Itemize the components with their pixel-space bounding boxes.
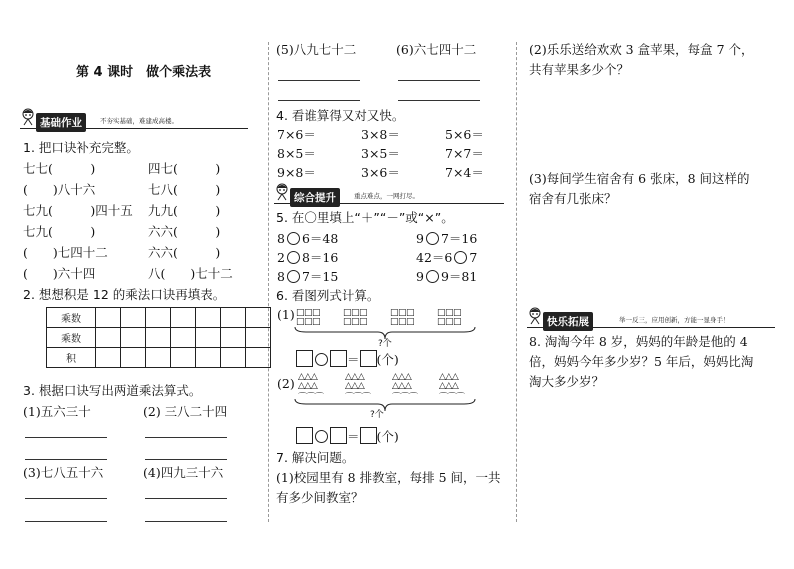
q5-row [277,232,338,246]
square-shape-icon: □□□ [390,317,415,327]
operator-circle[interactable] [315,430,328,443]
answer-line[interactable] [398,80,480,81]
answer-cell[interactable] [196,348,221,368]
answer-cell[interactable] [96,308,121,328]
section-banner-basic [20,112,248,129]
q1-item: 四七( ) [148,161,221,176]
answer-cell[interactable] [146,308,171,328]
answer-cell[interactable] [171,308,196,328]
answer-line[interactable] [145,437,227,438]
triangle-shape-icon: △△△ [439,372,459,382]
operator-circle[interactable] [287,270,300,283]
section-banner-fun [527,311,775,328]
section-tip-fun: 举一反三，应用创新，方能一显身手！ [619,316,730,324]
arc-shape-icon: ⌒⌒⌒ [439,393,465,403]
brace-question: ?个 [378,339,392,349]
q4-item: 3×5＝ [361,146,400,161]
brace-2 [294,398,476,412]
row-header: 积 [47,348,96,368]
arc-shape-icon: ⌒⌒⌒ [298,393,324,403]
square-shape-icon: □□□ [343,308,368,318]
q1-item: 六六( ) [148,245,221,260]
q5-num: 2 [277,250,285,265]
table-row [47,328,271,348]
section-tip-combined: 重点难点，一网打尽。 [354,192,419,200]
q3-item: (6)六七四十二 [396,42,477,57]
q5-rest: 9＝81 [440,269,478,284]
answer-line[interactable] [25,521,107,522]
q4-title: 4. 看谁算得又对又快。 [276,108,405,123]
q4-item: 8×5＝ [277,146,316,161]
q3-item: (4)四九三十六 [143,465,224,480]
q4-item: 7×4＝ [445,165,484,180]
answer-box[interactable] [296,427,313,444]
q7-2-line2: 共有苹果多少个？ [529,62,630,77]
answer-line[interactable] [25,459,107,460]
operator-circle[interactable] [315,353,328,366]
q5-rest: 7＝15 [301,269,339,284]
table-row [47,308,271,328]
square-shape-icon: □□□ [390,308,415,318]
q6-equation-2 [296,427,399,444]
triangle-shape-icon: △△△ [298,372,318,382]
column-divider-2 [516,42,517,522]
answer-cell[interactable] [96,328,121,348]
section-banner-combined [274,187,504,204]
answer-cell[interactable] [146,348,171,368]
q3-item: (2) 三八二十四 [143,404,228,419]
q7-1-line2: 有多少间教室？ [276,490,364,505]
q1-item: ( )七四十二 [23,245,108,260]
section-tip-basic: 不夯实基础，难建成高楼。 [100,117,178,125]
q8-line3: 淘大多少岁？ [529,374,605,389]
q3-title: 3. 根据口诀写出两道乘法算式。 [23,383,202,398]
row-header: 乘数 [47,308,96,328]
page-title: 第 4 课时 做个乘法表 [76,65,212,80]
q6-title: 6. 看图列式计算。 [276,288,380,303]
answer-line[interactable] [278,80,360,81]
q5-title: 5. 在〇里填上“＋”“－”或“×”。 [276,210,454,225]
answer-line[interactable] [25,437,107,438]
answer-line[interactable] [145,459,227,460]
q4-item: 3×6＝ [361,165,400,180]
q6-equation-1 [296,350,399,367]
triangle-shape-icon: △△△ [392,381,412,391]
q7-title: 7. 解决问题。 [276,450,355,465]
arc-shape-icon: ⌒⌒⌒ [392,393,418,403]
q5-row [277,270,338,284]
equals-sign: ＝ [347,352,360,367]
square-shape-icon: □□□ [437,308,462,318]
q5-num: 9 [416,231,424,246]
answer-cell[interactable] [246,308,271,328]
answer-line[interactable] [145,498,227,499]
equals-sign: ＝ [347,429,360,444]
q1-title: 1. 把口诀补充完整。 [23,140,139,155]
answer-box[interactable] [360,427,377,444]
q1-item: ( )六十四 [23,266,96,281]
q1-item: 七七( ) [23,161,96,176]
q5-num: 8 [277,269,285,284]
answer-line[interactable] [278,100,360,101]
table-row [47,348,271,368]
q5-row [416,251,477,265]
q3-item: (5)八九七十二 [276,42,357,57]
q7-3-line2: 宿舍有几张床？ [529,191,617,206]
answer-cell[interactable] [171,328,196,348]
q1-item: 九九( ) [148,203,221,218]
q8-line1: 8. 淘淘今年 8 岁，妈妈的年龄是他的 4 [529,334,748,349]
q6-part1-label: (1) [277,307,295,322]
answer-line[interactable] [398,100,480,101]
answer-cell[interactable] [221,308,246,328]
q4-item: 3×8＝ [361,127,400,142]
operator-circle[interactable] [426,232,439,245]
answer-cell[interactable] [171,348,196,368]
answer-cell[interactable] [246,328,271,348]
q5-row [416,270,477,284]
q1-item: 六六( ) [148,224,221,239]
triangle-shape-icon: △△△ [345,381,365,391]
q1-item: 七九( ) [23,224,96,239]
brace-question: ?个 [370,410,384,420]
square-shape-icon: □□□ [343,317,368,327]
q4-item: 9×8＝ [277,165,316,180]
answer-cell[interactable] [221,328,246,348]
q4-item: 5×6＝ [445,127,484,142]
q1-item: 七八( ) [148,182,221,197]
q5-rest: 7＝16 [440,231,478,246]
arc-shape-icon: ⌒⌒⌒ [345,393,371,403]
brace-1 [294,326,476,340]
triangle-shape-icon: △△△ [439,381,459,391]
section-label-fun: 快乐拓展 [543,312,593,331]
q5-rest: 7 [469,250,478,265]
q5-num: 8 [277,231,285,246]
q7-2-line1: (2)乐乐送给欢欢 3 盒苹果，每盒 7 个， [529,42,754,57]
q4-item: 7×7＝ [445,146,484,161]
square-shape-icon: □□□ [296,317,321,327]
triangle-shape-icon: △△△ [345,372,365,382]
unit-label: (个) [376,429,399,444]
q8-line2: 倍，妈妈今年多少岁？5 年后，妈妈比淘 [529,354,754,369]
q1-item: 八( )七十二 [148,266,233,281]
answer-box[interactable] [360,350,377,367]
answer-box[interactable] [330,350,347,367]
answer-cell[interactable] [246,348,271,368]
q5-rest: 6＝48 [301,231,339,246]
answer-cell[interactable] [96,348,121,368]
q2-table [46,307,271,368]
cartoon-student-icon [20,108,36,126]
cartoon-student-icon [274,183,290,201]
operator-circle[interactable] [287,251,300,264]
triangle-shape-icon: △△△ [392,372,412,382]
q5-num: 42＝6 [416,250,453,265]
answer-box[interactable] [296,350,313,367]
answer-cell[interactable] [221,348,246,368]
q1-item: 七九( )四十五 [23,203,133,218]
triangle-shape-icon: △△△ [298,381,318,391]
column-divider-1 [268,42,269,522]
q6-part2-label: (2) [277,376,295,391]
answer-cell[interactable] [121,328,146,348]
square-shape-icon: □□□ [296,308,321,318]
q5-num: 9 [416,269,424,284]
q5-row [277,251,338,265]
answer-cell[interactable] [196,308,221,328]
answer-cell[interactable] [121,308,146,328]
q3-item: (3)七八五十六 [23,465,104,480]
q4-item: 7×6＝ [277,127,316,142]
q7-1-line1: (1)校园里有 8 排教室，每排 5 间，一共 [276,470,501,485]
operator-circle[interactable] [287,232,300,245]
answer-cell[interactable] [146,328,171,348]
q5-row [416,232,477,246]
operator-circle[interactable] [454,251,467,264]
answer-line[interactable] [145,521,227,522]
cartoon-student-icon [527,307,543,325]
section-label-basic: 基础作业 [36,113,86,132]
unit-label: (个) [376,352,399,367]
section-label-combined: 综合提升 [290,188,340,207]
row-header: 乘数 [47,328,96,348]
answer-line[interactable] [25,498,107,499]
q5-rest: 8＝16 [301,250,339,265]
answer-cell[interactable] [121,348,146,368]
q2-title: 2. 想想积是 12 的乘法口诀再填表。 [23,287,226,302]
answer-box[interactable] [330,427,347,444]
answer-cell[interactable] [196,328,221,348]
operator-circle[interactable] [426,270,439,283]
q3-item: (1)五六三十 [23,404,91,419]
square-shape-icon: □□□ [437,317,462,327]
q1-item: ( )八十六 [23,182,96,197]
q7-3-line1: (3)每间学生宿舍有 6 张床，8 间这样的 [529,171,750,186]
